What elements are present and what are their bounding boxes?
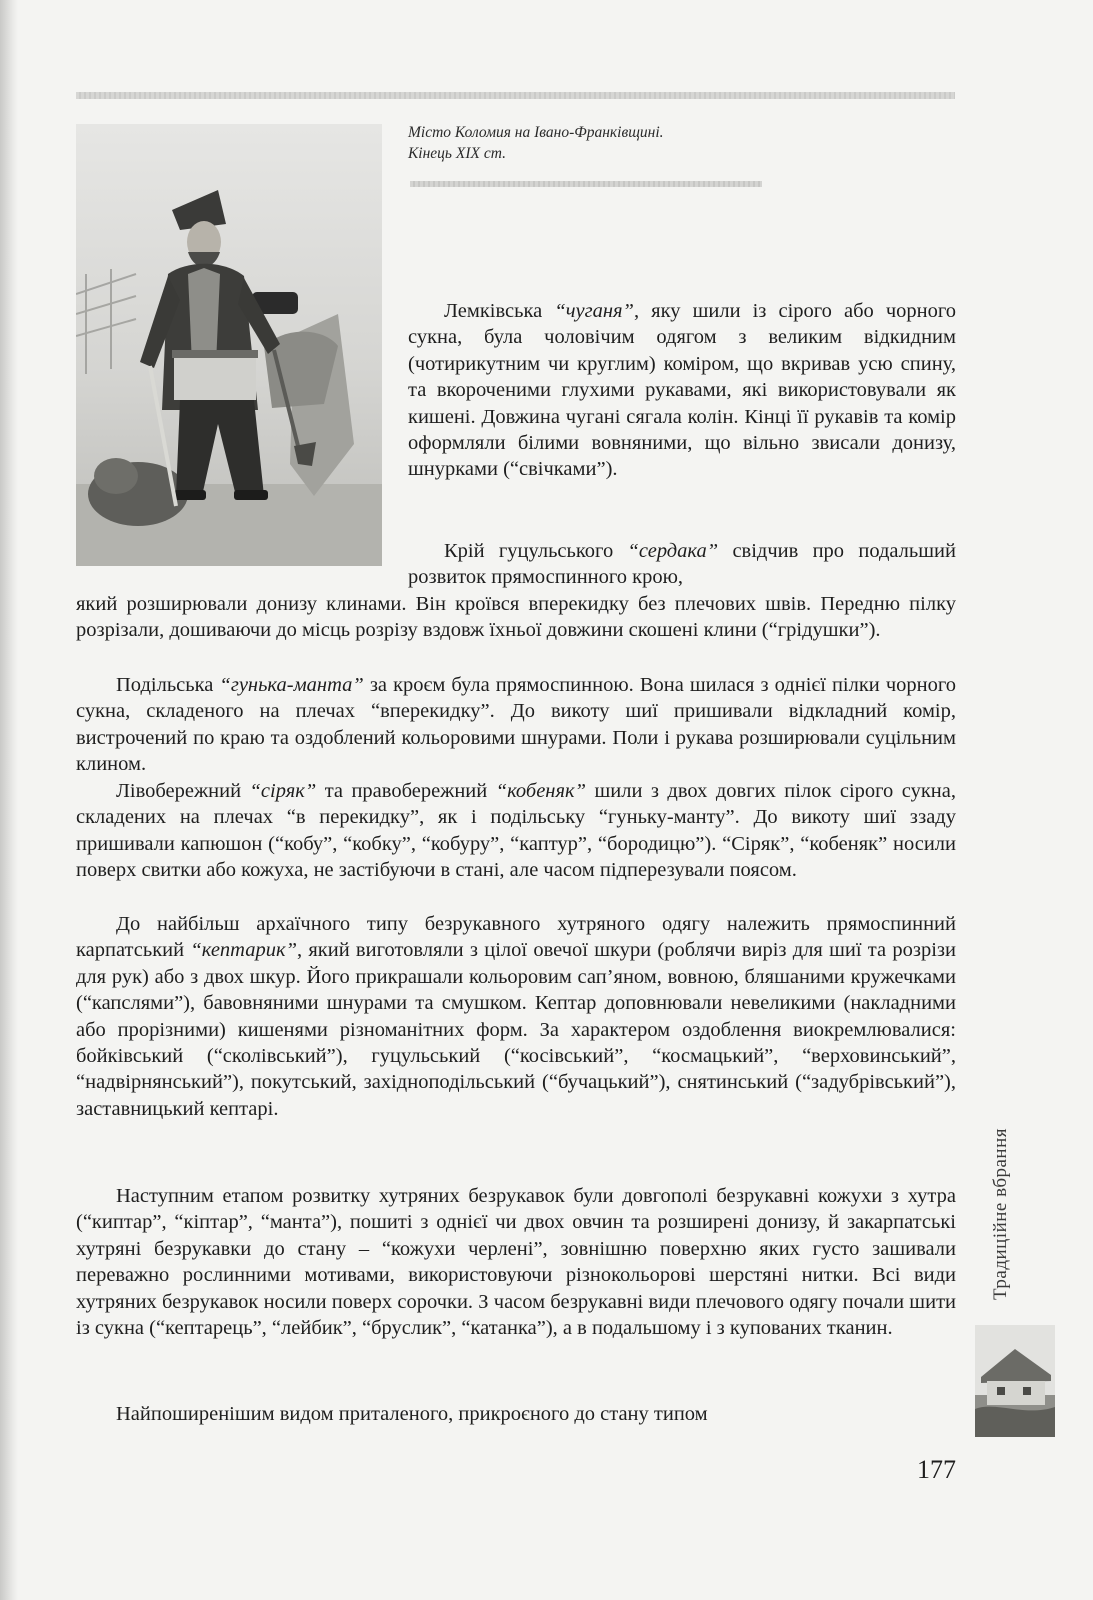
text-run: Наступним етапом розвитку хутряних безрукавок були довгополі безрукавні кожухи з хутра (“киптар”, “кіптар”, “манта”), пошиті з однієї чи двох овчин та розширені донизу, й закарпатські хутряні безрукавки до стану – “кожухи черлені”, зовнішню поверхню яких густо зашивали переважно рослинними мотивами, використовуючи різнокольорові шерстяні нитки. Всі види хутряних безрукавок носили поверх сорочки. З часом безрукавні види плечового одягу почали шити із сукна (“кептарець”, “лейбик”, “бруслик”, “катанка”), а в подальшому і з купованих тканин. (76, 1185, 956, 1340)
italic-term: “кобеняк” (495, 780, 586, 802)
paragraph-siriak-kobeniak (76, 778, 956, 884)
caption-line-1: Місто Коломия на Івано-Франківщині. (408, 124, 664, 141)
italic-term: “гунька-манта” (219, 674, 364, 696)
text-run: Подільська (116, 674, 220, 696)
italic-term: “сіряк” (249, 780, 317, 802)
top-rule (76, 92, 955, 99)
text-run: Крій гуцульського (444, 540, 628, 562)
text-run: До найбільш архаїчного типу безрукавного хутряного одягу належить прямоспинний карпатський (76, 913, 956, 962)
text-run: за кроєм була прямоспинною. Вона шилася з однієї пілки чорного сукна, складеного на плечах “вперекидку”. До викоту шиї пришивали відкладний комір, вистрочений по краю та оздоблений кольоровими шнурами. Поли і рукава розширювали суцільним клином. (76, 674, 956, 776)
section-title-vertical: Традиційне вбрання (990, 1127, 1011, 1300)
historical-photo (76, 124, 382, 566)
paragraph-serdak-continued (76, 591, 956, 644)
paragraph-chuhania (408, 298, 956, 483)
photo-caption (408, 122, 828, 164)
italic-term: “кептарик” (190, 939, 297, 962)
text-run: який розширювали донизу клинами. Він кроївся вперекидку без плечових швів. Передню пілку розрізали, дошиваючи до місць розрізу вздовж їхньої довжини скошені клини (“грідушки”). (76, 593, 956, 642)
text-run: , яку шили із сірого або чорного сукна, була чоловічим одягом з великим відкидним (чотирикутним чи круглим) коміром, що вкривав усю спину, та вкороченими глухими рукавами, які використовували як кишені. Довжина чугані сягала колін. Кінці її рукавів та комір оформляли білими вовняними, що вільно звисали донизу, шнурками (“свічками”). (408, 300, 957, 481)
text-run: шили з двох довгих пілок сірого сукна, складених на плечах “в перекидку”, як і подільську “гуньку-манту”. До викоту шиї ззаду пришивали капюшон (“кобу”, “кобку”, “кобуру”, “каптур”, “бородицю”). “Сіряк”, “кобеняк” носили поверх свитки або кожуха, не застібуючи в стані, але часом підперезували поясом. (76, 780, 956, 882)
caption-line-2: Кінець XIX ст. (408, 145, 506, 162)
text-run: Лемківська (444, 300, 555, 322)
binding-shadow (0, 0, 18, 1600)
house-vignette (975, 1325, 1055, 1437)
text-run: Найпоширенішим видом приталеного, прикроєного до стану типом (116, 1403, 708, 1425)
text-run: свідчив про подальший розвиток прямоспинного крою, (408, 540, 956, 589)
text-run: та правобережний (316, 780, 496, 802)
man-portrait-illustration (76, 124, 382, 566)
caption-rule (410, 181, 762, 187)
paragraph-serdak (408, 538, 956, 591)
text-run: Лівобережний (116, 780, 250, 802)
paragraph-hunka-manta (76, 672, 956, 778)
paragraph-bezrukavky (76, 1183, 956, 1341)
house-vignette-drawing (975, 1325, 1055, 1437)
page-number: 177 (917, 1455, 956, 1484)
text-run: , який виготовляли з цілої овечої шкури (роблячи виріз для шиї та розрізи для рук) або з двох шкур. Його прикрашали кольоровим сап’яном, вовною, бляшаними кружечками (“капслями”), бавовняними шнурами та смушком. Кептар доповнювали невеликими (накладними або прорізними) кишенями різноманітних форм. За характером оздоблення виокремлювалися: бойківський (“сколівський”), гуцульський (“косівський”, “космацький”, “верховинський”, “надвірнянський”), покутський, західноподільський (“бучацький”), снятинський (“задубрівський”), заставницький кептарі. (76, 939, 956, 1120)
paragraph-last-line (76, 1401, 956, 1427)
paragraph-keptaryk (76, 911, 956, 1122)
italic-term: “сердака” (627, 540, 719, 562)
italic-term: “чуганя” (554, 300, 634, 322)
